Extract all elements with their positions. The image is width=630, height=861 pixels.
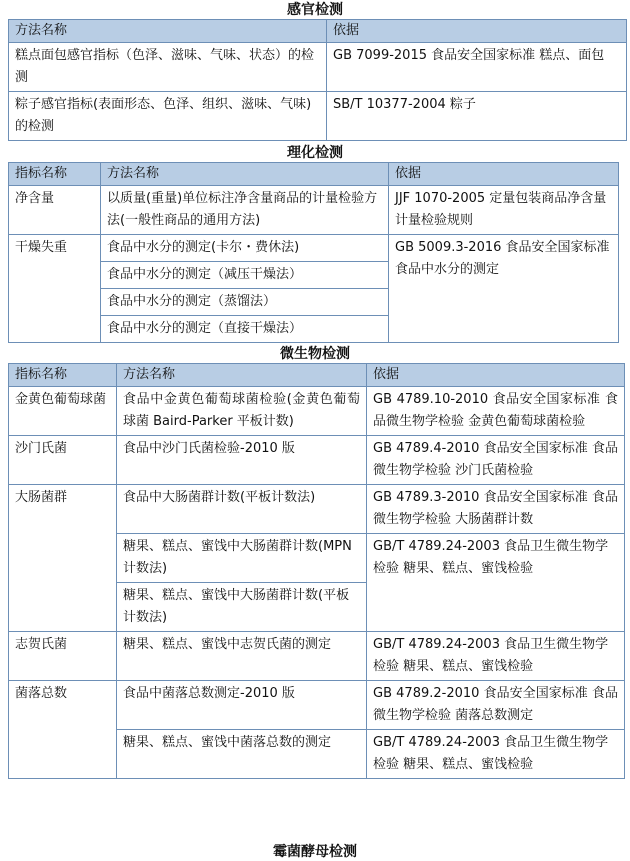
header-basis: 依据 (389, 163, 619, 186)
table-row (9, 235, 619, 262)
micro-header-row (9, 364, 625, 387)
basis-cell: SB/T 10377-2004 粽子 (327, 92, 627, 141)
basis-cell: GB 4789.2-2010 食品安全国家标准 食品微生物学检验 菌落总数测定 (367, 681, 625, 730)
method-cell: 糖果、糕点、蜜饯中菌落总数的测定 (117, 730, 367, 779)
table-row (9, 485, 625, 534)
header-method-name: 方法名称 (117, 364, 367, 387)
indicator-cell: 金黄色葡萄球菌 (9, 387, 117, 436)
sensory-section-title: 感官检测 (287, 2, 343, 18)
table-row (9, 92, 627, 141)
method-cell: 以质量(重量)单位标注净含量商品的计量检验方法(一般性商品的通用方法) (101, 186, 389, 235)
header-indicator-name: 指标名称 (9, 163, 101, 186)
method-cell: 食品中水分的测定（直接干燥法） (101, 316, 389, 343)
basis-cell: GB/T 4789.24-2003 食品卫生微生物学检验 糖果、糕点、蜜饯检验 (367, 534, 625, 632)
basis-cell: GB 4789.4-2010 食品安全国家标准 食品微生物学检验 沙门氏菌检验 (367, 436, 625, 485)
table-row (9, 186, 619, 235)
header-basis: 依据 (367, 364, 625, 387)
indicator-cell: 沙门氏菌 (9, 436, 117, 485)
header-method-name: 方法名称 (9, 20, 327, 43)
micro-section-title: 微生物检测 (280, 346, 350, 362)
indicator-cell: 大肠菌群 (9, 485, 117, 632)
method-cell: 糖果、糕点、蜜饯中大肠菌群计数(平板计数法) (117, 583, 367, 632)
indicator-cell: 干燥失重 (9, 235, 101, 343)
sensory-table (8, 19, 627, 141)
method-cell: 食品中大肠菌群计数(平板计数法) (117, 485, 367, 534)
indicator-cell: 净含量 (9, 186, 101, 235)
method-cell: 粽子感官指标(表面形态、色泽、组织、滋味、气味)的检测 (9, 92, 327, 141)
table-row (9, 436, 625, 485)
next-section-title: 霉菌酵母检测 (273, 844, 357, 860)
basis-cell: GB/T 4789.24-2003 食品卫生微生物学检验 糖果、糕点、蜜饯检验 (367, 730, 625, 779)
method-cell: 糖果、糕点、蜜饯中大肠菌群计数(MPN 计数法) (117, 534, 367, 583)
method-cell: 糕点面包感官指标（色泽、滋味、气味、状态）的检测 (9, 43, 327, 92)
physchem-section-title: 理化检测 (287, 145, 343, 161)
sensory-header-row (9, 20, 627, 43)
table-row (9, 632, 625, 681)
method-cell: 食品中水分的测定（蒸馏法） (101, 289, 389, 316)
basis-cell: GB 7099-2015 食品安全国家标准 糕点、面包 (327, 43, 627, 92)
micro-table (8, 363, 625, 779)
table-row (9, 681, 625, 730)
physchem-header-row (9, 163, 619, 186)
basis-cell: GB 4789.3-2010 食品安全国家标准 食品微生物学检验 大肠菌群计数 (367, 485, 625, 534)
method-cell: 食品中菌落总数测定-2010 版 (117, 681, 367, 730)
indicator-cell: 志贺氏菌 (9, 632, 117, 681)
method-cell: 糖果、糕点、蜜饯中志贺氏菌的测定 (117, 632, 367, 681)
header-indicator-name: 指标名称 (9, 364, 117, 387)
table-row (9, 43, 627, 92)
basis-cell: GB 5009.3-2016 食品安全国家标准 食品中水分的测定 (389, 235, 619, 343)
method-cell: 食品中水分的测定（减压干燥法） (101, 262, 389, 289)
method-cell: 食品中沙门氏菌检验-2010 版 (117, 436, 367, 485)
indicator-cell: 菌落总数 (9, 681, 117, 779)
method-cell: 食品中金黄色葡萄球菌检验(金黄色葡萄球菌 Baird-Parker 平板计数) (117, 387, 367, 436)
basis-cell: GB/T 4789.24-2003 食品卫生微生物学检验 糖果、糕点、蜜饯检验 (367, 632, 625, 681)
basis-cell: JJF 1070-2005 定量包装商品净含量计量检验规则 (389, 186, 619, 235)
physchem-table (8, 162, 619, 343)
table-row (9, 387, 625, 436)
header-basis: 依据 (327, 20, 627, 43)
method-cell: 食品中水分的测定(卡尔・费休法) (101, 235, 389, 262)
header-method-name: 方法名称 (101, 163, 389, 186)
basis-cell: GB 4789.10-2010 食品安全国家标准 食品微生物学检验 金黄色葡萄球菌检验 (367, 387, 625, 436)
